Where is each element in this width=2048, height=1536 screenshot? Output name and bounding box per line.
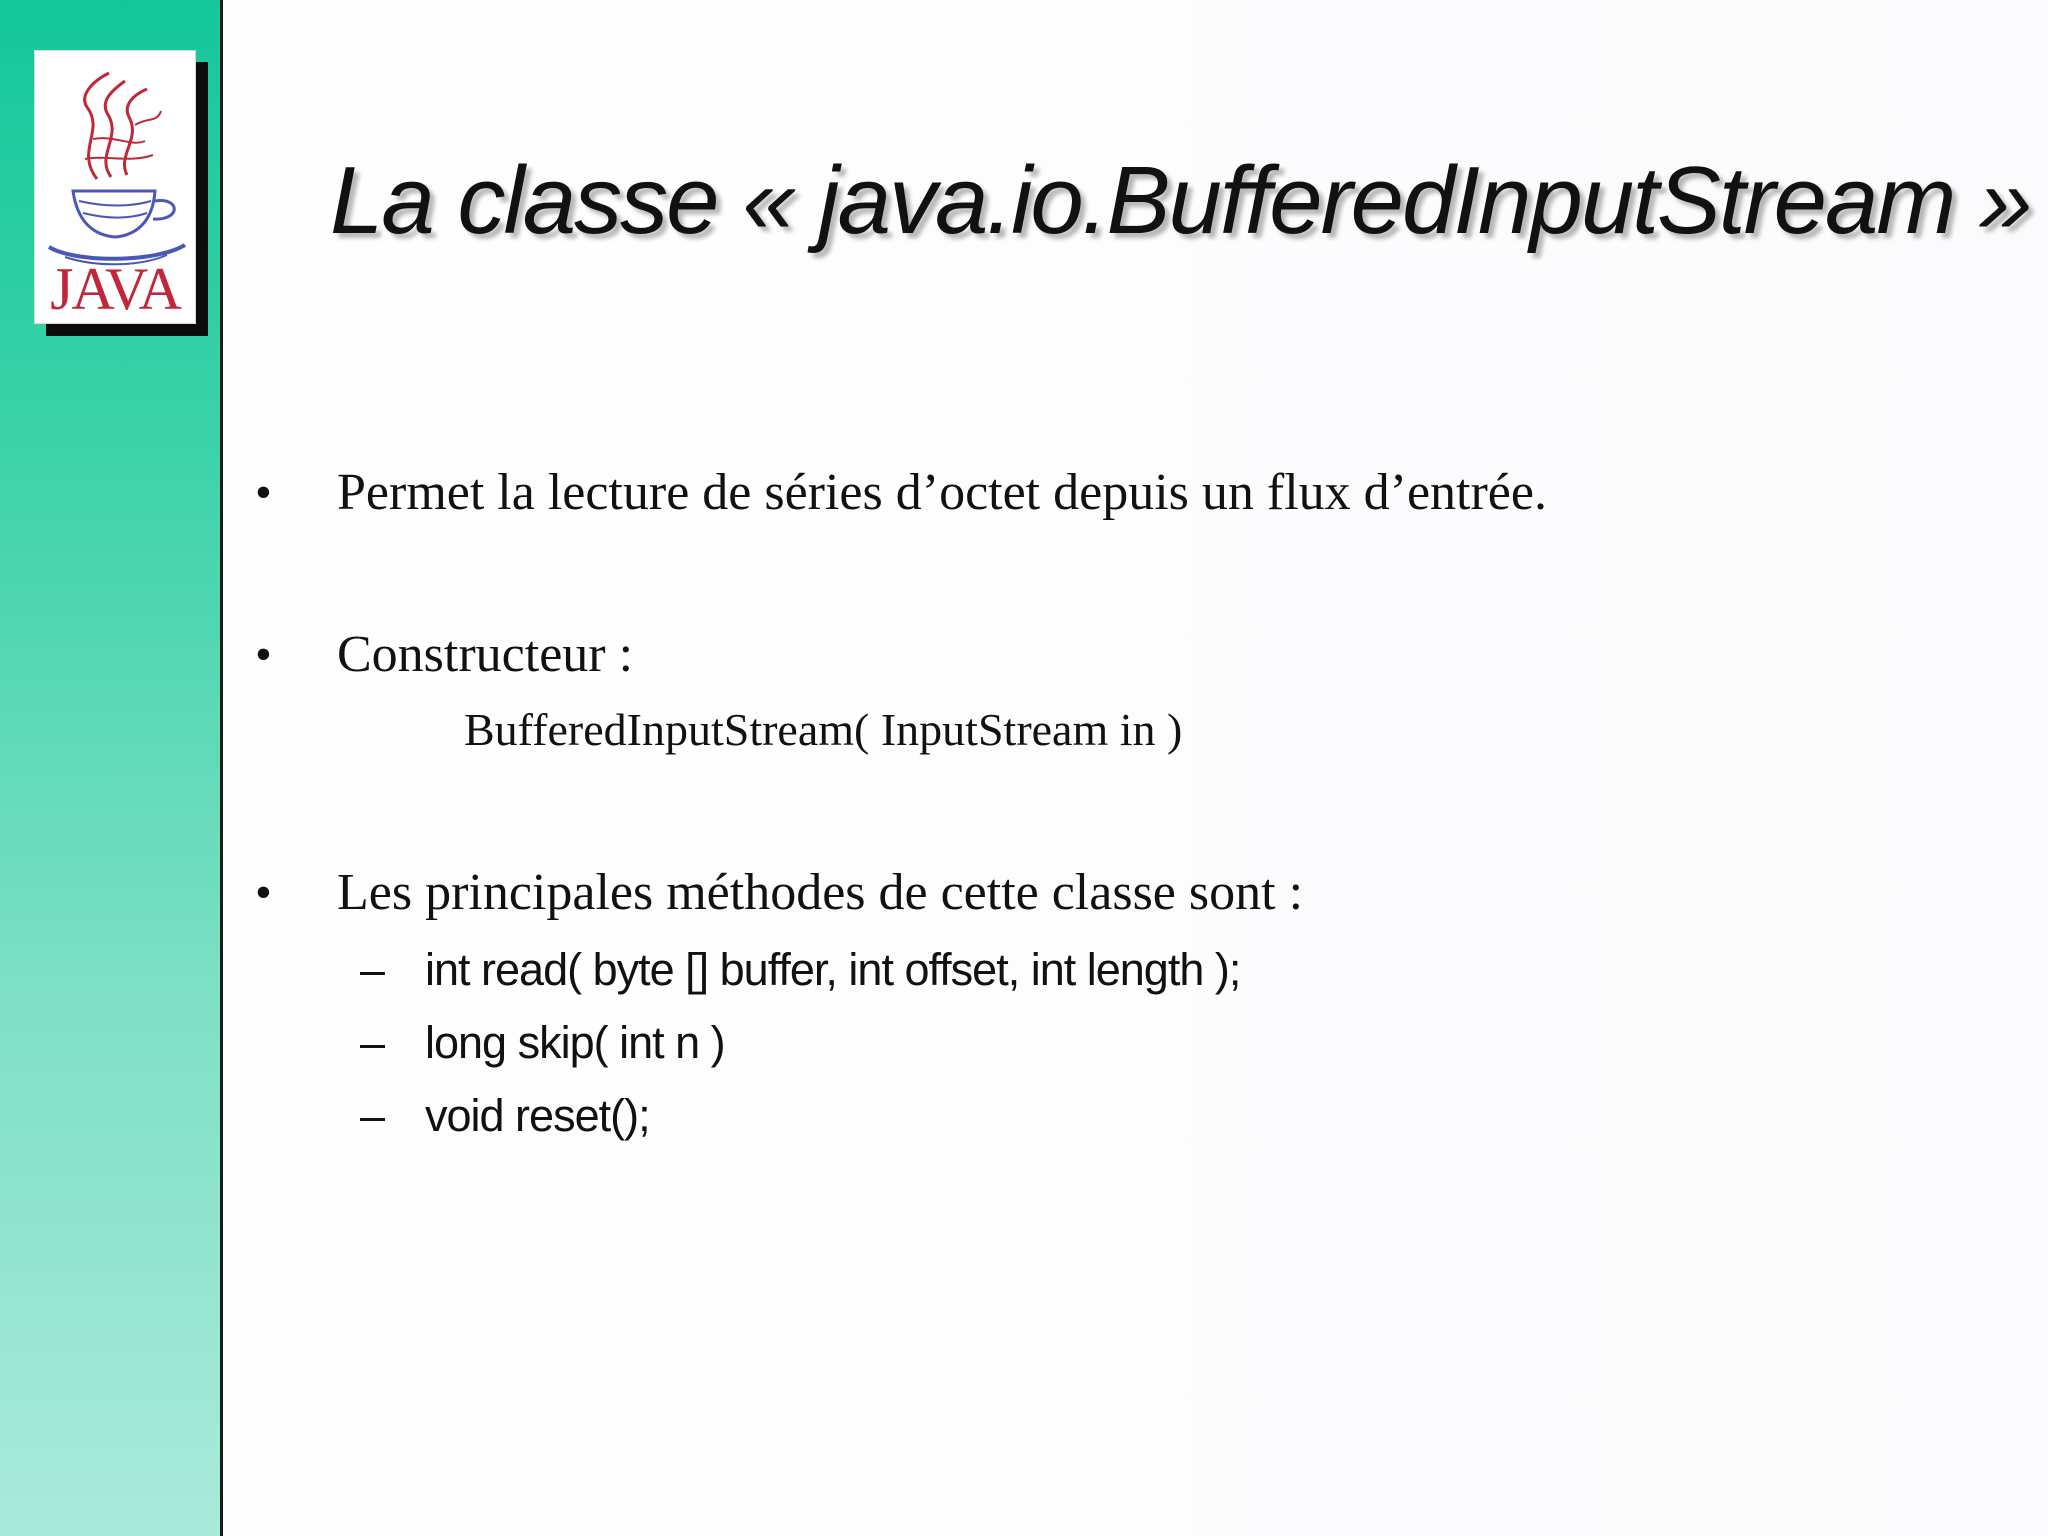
slide-title: La classe « java.io.BufferedInputStream » <box>330 147 2031 254</box>
sub-bullet-symbol: – <box>360 1090 385 1141</box>
bullet-symbol: • <box>255 628 272 681</box>
constructor-signature: BufferedInputStream( InputStream in ) <box>464 704 1183 755</box>
method-signature: int read( byte [] buffer, int offset, int length ); <box>425 944 1241 995</box>
bullet-text: Constructeur : <box>337 626 634 683</box>
java-logo-wordmark: JAVA <box>50 256 180 322</box>
java-coffee-cup-icon <box>35 51 195 323</box>
method-signature: void reset(); <box>425 1090 650 1141</box>
bullet-text: Les principales méthodes de cette classe sont : <box>337 864 1304 921</box>
sub-bullet-symbol: – <box>360 944 385 995</box>
bullet-symbol: • <box>255 866 272 919</box>
method-signature: long skip( int n ) <box>425 1017 725 1068</box>
sub-bullet-symbol: – <box>360 1017 385 1068</box>
bullet-text: Permet la lecture de séries d’octet depuis un flux d’entrée. <box>337 464 1547 521</box>
bullet-symbol: • <box>255 466 272 519</box>
java-logo <box>34 50 196 324</box>
